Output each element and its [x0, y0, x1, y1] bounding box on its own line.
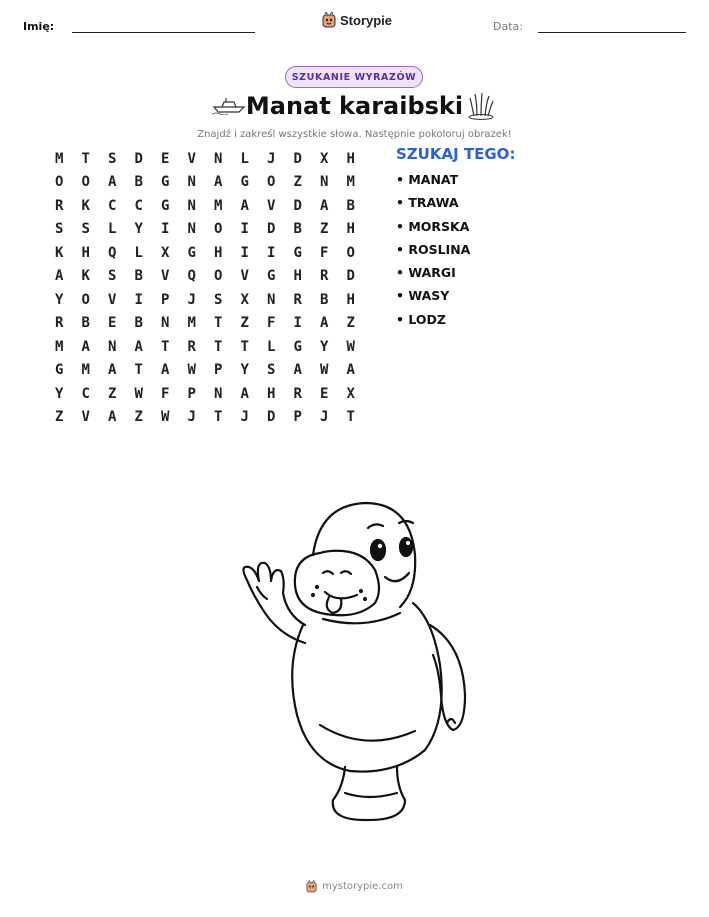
- grid-letter: A: [161, 362, 170, 379]
- grid-letter: H: [214, 244, 223, 261]
- grid-letter: B: [346, 197, 355, 214]
- grid-letter: D: [267, 409, 276, 426]
- word-search-grid: [46, 147, 366, 429]
- grid-letter: B: [293, 221, 302, 238]
- grid-letter: Q: [108, 244, 117, 261]
- grid-letter: Y: [55, 385, 64, 402]
- page-title: Manat karaibski: [245, 92, 464, 120]
- grid-letter: N: [187, 197, 196, 214]
- grid-letter: A: [293, 362, 302, 379]
- grid-letter: O: [346, 244, 355, 261]
- grid-letter: Z: [293, 174, 302, 191]
- grid-letter: C: [108, 197, 117, 214]
- grid-letter: O: [81, 291, 90, 308]
- grid-letter: A: [55, 268, 64, 285]
- grid-letter: T: [81, 150, 90, 167]
- word-list-item: • MORSKA: [396, 218, 470, 234]
- grid-letter: O: [81, 174, 90, 191]
- word-list-item: • WARGI: [396, 265, 456, 281]
- grid-letter: W: [161, 409, 170, 426]
- instructions: Znajdź i zakreśl wszystkie słowa. Następnie pokoloruj obrazek!: [197, 129, 512, 140]
- grid-letter: Z: [108, 385, 117, 402]
- grid-letter: P: [187, 385, 196, 402]
- grid-letter: M: [214, 197, 223, 214]
- manatee-illustration: [225, 495, 495, 835]
- grid-letter: D: [134, 150, 143, 167]
- grid-letter: E: [108, 315, 117, 332]
- grid-letter: Z: [346, 315, 355, 332]
- grid-letter: L: [267, 338, 276, 355]
- grid-letter: A: [240, 197, 249, 214]
- grid-letter: B: [81, 315, 90, 332]
- grid-letter: Q: [187, 268, 196, 285]
- grid-letter: B: [134, 268, 143, 285]
- grid-letter: R: [293, 291, 302, 308]
- grid-letter: D: [293, 197, 302, 214]
- grid-letter: A: [214, 174, 223, 191]
- grid-letter: M: [55, 150, 64, 167]
- storypie-logo-icon: [322, 12, 336, 28]
- grid-letter: N: [108, 338, 117, 355]
- seagrass-icon: [466, 92, 496, 120]
- grid-letter: A: [108, 362, 117, 379]
- grid-letter: O: [267, 174, 276, 191]
- grid-letter: N: [267, 291, 276, 308]
- grid-letter: G: [293, 244, 302, 261]
- grid-letter: C: [134, 197, 143, 214]
- grid-letter: W: [187, 362, 196, 379]
- grid-letter: C: [81, 385, 90, 402]
- grid-letter: V: [81, 409, 90, 426]
- grid-letter: T: [240, 338, 249, 355]
- grid-letter: Y: [55, 291, 64, 308]
- grid-letter: D: [267, 221, 276, 238]
- grid-letter: Z: [240, 315, 249, 332]
- grid-letter: S: [108, 150, 117, 167]
- grid-letter: X: [346, 385, 355, 402]
- grid-letter: S: [81, 221, 90, 238]
- grid-letter: N: [161, 315, 170, 332]
- grid-letter: P: [293, 409, 302, 426]
- grid-letter: Z: [55, 409, 64, 426]
- grid-letter: A: [240, 385, 249, 402]
- grid-letter: I: [134, 291, 143, 308]
- grid-letter: V: [267, 197, 276, 214]
- grid-letter: T: [161, 338, 170, 355]
- date-label: Data:: [493, 20, 523, 33]
- word-list-title: SZUKAJ TEGO:: [396, 145, 516, 163]
- grid-letter: T: [346, 409, 355, 426]
- grid-letter: K: [81, 268, 90, 285]
- grid-letter: A: [108, 409, 117, 426]
- grid-letter: A: [346, 362, 355, 379]
- storypie-logo-icon: [306, 880, 317, 893]
- grid-letter: A: [108, 174, 117, 191]
- grid-letter: G: [293, 338, 302, 355]
- grid-letter: R: [320, 268, 329, 285]
- grid-letter: M: [55, 338, 64, 355]
- footer-url: mystorypie.com: [322, 881, 403, 892]
- grid-letter: X: [320, 150, 329, 167]
- word-list-item: • ROSLINA: [396, 241, 471, 257]
- grid-letter: T: [214, 409, 223, 426]
- grid-letter: J: [240, 409, 249, 426]
- grid-letter: H: [346, 291, 355, 308]
- grid-letter: J: [187, 409, 196, 426]
- grid-letter: I: [161, 221, 170, 238]
- grid-letter: F: [161, 385, 170, 402]
- grid-letter: Y: [240, 362, 249, 379]
- grid-letter: R: [293, 385, 302, 402]
- grid-letter: H: [346, 150, 355, 167]
- grid-letter: V: [240, 268, 249, 285]
- grid-letter: A: [81, 338, 90, 355]
- grid-letter: B: [134, 315, 143, 332]
- grid-letter: J: [187, 291, 196, 308]
- grid-letter: L: [108, 221, 117, 238]
- grid-letter: M: [187, 315, 196, 332]
- grid-letter: N: [187, 221, 196, 238]
- grid-letter: S: [267, 362, 276, 379]
- grid-letter: J: [320, 409, 329, 426]
- grid-letter: N: [320, 174, 329, 191]
- grid-letter: M: [81, 362, 90, 379]
- word-list-item: • LODZ: [396, 311, 446, 327]
- grid-letter: X: [161, 244, 170, 261]
- grid-letter: I: [240, 244, 249, 261]
- word-list-item: • TRAWA: [396, 195, 459, 211]
- grid-letter: G: [187, 244, 196, 261]
- word-list: [396, 172, 470, 335]
- grid-letter: H: [81, 244, 90, 261]
- grid-letter: E: [161, 150, 170, 167]
- grid-letter: V: [108, 291, 117, 308]
- grid-letter: F: [320, 244, 329, 261]
- grid-letter: P: [161, 291, 170, 308]
- grid-letter: G: [267, 268, 276, 285]
- name-line: [72, 32, 255, 33]
- grid-letter: V: [187, 150, 196, 167]
- grid-letter: I: [240, 221, 249, 238]
- grid-letter: E: [320, 385, 329, 402]
- grid-letter: Y: [320, 338, 329, 355]
- grid-letter: V: [161, 268, 170, 285]
- word-list-item: • MANAT: [396, 172, 459, 187]
- grid-letter: M: [346, 174, 355, 191]
- grid-letter: K: [55, 244, 64, 261]
- grid-letter: A: [320, 315, 329, 332]
- grid-letter: W: [320, 362, 329, 379]
- grid-letter: R: [55, 315, 64, 332]
- grid-letter: G: [240, 174, 249, 191]
- grid-letter: G: [161, 197, 170, 214]
- grid-letter: F: [267, 315, 276, 332]
- grid-letter: S: [55, 221, 64, 238]
- grid-letter: T: [214, 315, 223, 332]
- date-line: [538, 32, 686, 33]
- grid-letter: O: [214, 221, 223, 238]
- grid-letter: H: [267, 385, 276, 402]
- grid-letter: L: [240, 150, 249, 167]
- grid-letter: A: [320, 197, 329, 214]
- grid-letter: B: [134, 174, 143, 191]
- grid-letter: S: [108, 268, 117, 285]
- grid-letter: Z: [134, 409, 143, 426]
- grid-letter: W: [346, 338, 355, 355]
- grid-letter: T: [134, 362, 143, 379]
- grid-letter: S: [214, 291, 223, 308]
- grid-letter: L: [134, 244, 143, 261]
- name-label: Imię:: [23, 20, 55, 33]
- grid-letter: N: [214, 150, 223, 167]
- grid-letter: J: [267, 150, 276, 167]
- grid-letter: B: [320, 291, 329, 308]
- grid-letter: X: [240, 291, 249, 308]
- grid-letter: W: [134, 385, 143, 402]
- grid-letter: T: [214, 338, 223, 355]
- grid-letter: Z: [320, 221, 329, 238]
- grid-letter: R: [187, 338, 196, 355]
- footer: [0, 880, 709, 893]
- grid-letter: D: [293, 150, 302, 167]
- grid-letter: D: [346, 268, 355, 285]
- grid-letter: Y: [134, 221, 143, 238]
- grid-letter: R: [55, 197, 64, 214]
- grid-letter: O: [55, 174, 64, 191]
- grid-letter: G: [55, 362, 64, 379]
- category-pill: SZUKANIE WYRAZÓW: [285, 66, 423, 88]
- brand-logo: [322, 12, 392, 28]
- grid-letter: G: [161, 174, 170, 191]
- grid-letter: N: [214, 385, 223, 402]
- grid-letter: I: [293, 315, 302, 332]
- grid-letter: H: [346, 221, 355, 238]
- grid-letter: K: [81, 197, 90, 214]
- grid-letter: O: [214, 268, 223, 285]
- word-list-item: • WASY: [396, 288, 450, 304]
- grid-letter: H: [293, 268, 302, 285]
- brand-name: Storypie: [340, 12, 393, 28]
- grid-letter: I: [267, 244, 276, 261]
- grid-letter: N: [187, 174, 196, 191]
- grid-letter: A: [134, 338, 143, 355]
- grid-letter: P: [214, 362, 223, 379]
